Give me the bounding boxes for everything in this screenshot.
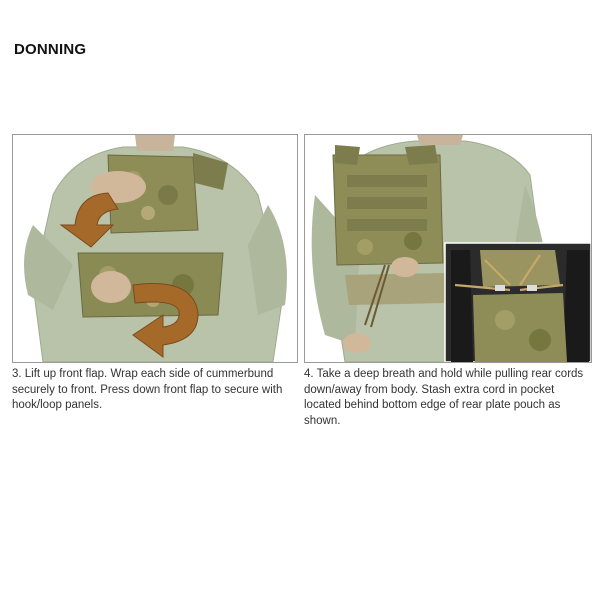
step-3-illustration [13,135,297,362]
hand-lower [91,271,131,303]
soldier-head [417,135,463,145]
page-heading: DONNING [14,41,87,58]
shoulder-strap-right [405,145,438,165]
step-4-photo [304,134,592,363]
soldier-neck [135,135,175,151]
step-3-photo [12,134,298,363]
step-4-illustration [305,135,591,362]
shoulder-strap-left [335,145,360,165]
step-3-caption: 3. Lift up front flap. Wrap each side of cummerbund securely to front. Press down front flap to secure with hook/loop panels. [12,368,283,411]
rear-plate-carrier [333,155,443,265]
step-4-caption: 4. Take a deep breath and hold while pulling rear cords down/away from body. Stash extra cord in pocket located behind bottom edge of rear plate pouch as shown. [304,368,584,427]
inset-pouch [473,293,567,362]
cummerbund-belt [345,273,447,305]
detail-inset [445,243,591,362]
hand-right [391,257,419,277]
hand-left [343,333,371,353]
